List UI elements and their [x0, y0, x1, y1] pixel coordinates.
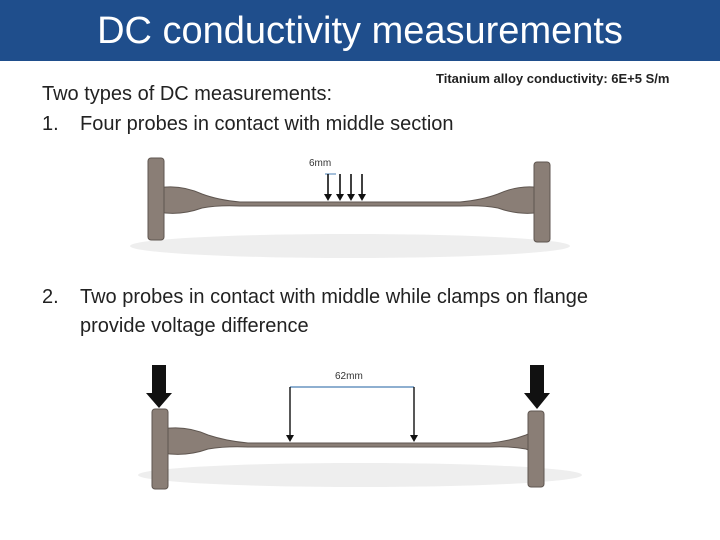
- right-clamp-arrow: [524, 365, 550, 409]
- probe-arrow-head: [358, 194, 366, 201]
- probe-arrow-head: [324, 194, 332, 201]
- intro-text: Two types of DC measurements:: [42, 83, 333, 105]
- list-item-2: [42, 283, 588, 312]
- list-item-1: [42, 110, 454, 139]
- left-clamp-shaft: [152, 365, 166, 395]
- specimen-bar: [158, 187, 542, 213]
- title-bar: [0, 0, 720, 61]
- probe-spacing-label: 62mm: [335, 371, 363, 382]
- specimen-right-flange: [534, 162, 550, 242]
- left-clamp-head: [146, 393, 172, 408]
- list-item-2-line1: Two probes in contact with middle while clamps on flange: [80, 286, 589, 308]
- list-item-1-number: 1.: [42, 113, 59, 135]
- slide-title: DC conductivity measurements: [97, 10, 623, 52]
- right-clamp-shaft: [530, 365, 544, 395]
- specimen-shadow: [130, 234, 570, 258]
- four-probe-figure: [120, 150, 580, 262]
- two-probe-figure: [130, 357, 590, 492]
- probe-spacing-label: 6mm: [309, 158, 332, 169]
- specimen-left-flange: [152, 409, 168, 489]
- list-item-2-line2: provide voltage difference: [80, 315, 309, 337]
- specimen-shadow: [138, 463, 582, 487]
- probe-arrow-head: [336, 194, 344, 201]
- right-clamp-head: [524, 393, 550, 409]
- list-item-1-text: Four probes in contact with middle section: [80, 113, 454, 135]
- specimen-left-flange: [148, 158, 164, 240]
- left-clamp-arrow: [146, 365, 172, 408]
- conductivity-note: Titanium alloy conductivity: 6E+5 S/m: [436, 71, 670, 86]
- probe-arrow-head: [347, 194, 355, 201]
- specimen-bar: [162, 428, 539, 454]
- probe-arrow-head: [410, 435, 418, 442]
- specimen-right-flange: [528, 411, 544, 487]
- probe-arrows: [324, 174, 366, 201]
- list-item-2-number: 2.: [42, 286, 59, 308]
- probe-arrow-head: [286, 435, 294, 442]
